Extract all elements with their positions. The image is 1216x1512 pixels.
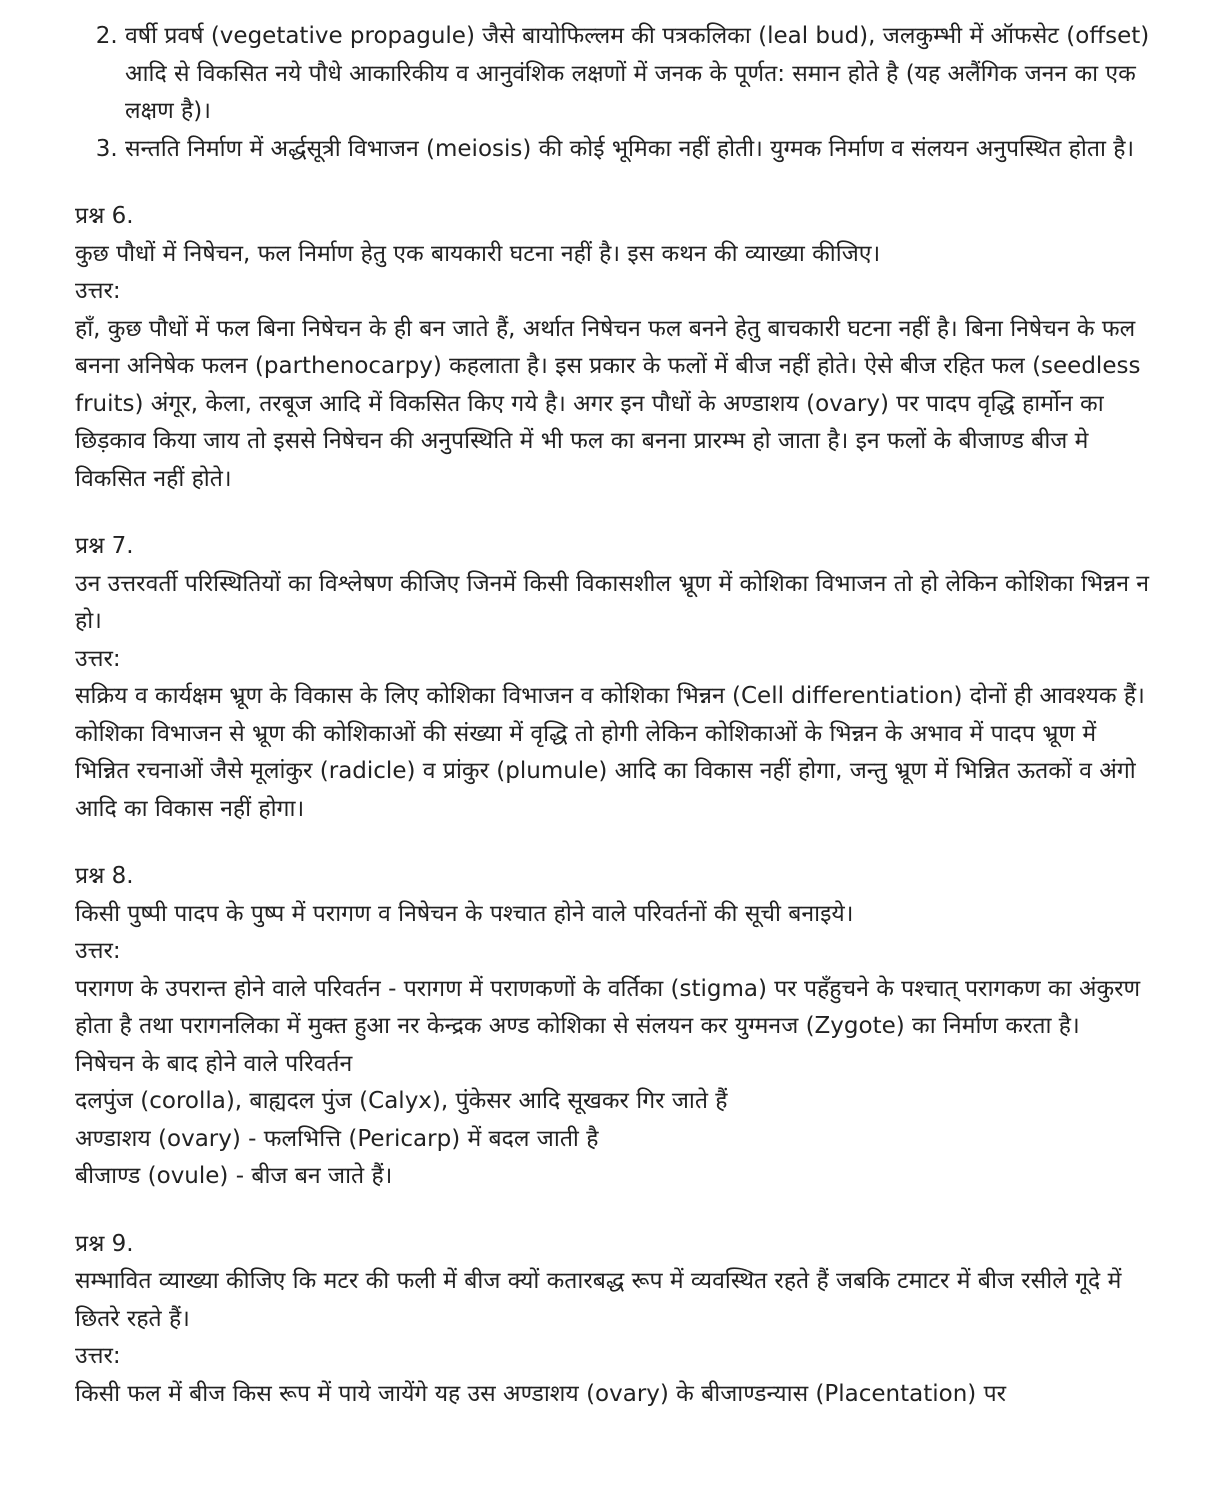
top-list bbox=[75, 18, 1156, 168]
question-7-text: उन उत्तरवर्ती परिस्थितियों का विश्लेषण कीजिए जिनमें किसी विकासशील भ्रूण में कोशिका विभाजन तो हो लेकिन कोशिका भिन्नन न हो। bbox=[75, 570, 1150, 634]
list-item-3: 3. सन्तति निर्माण में अर्द्धसूत्री विभाजन (meiosis) की कोई भूमिका नहीं होती। युग्मक निर्माण व संलयन अनुपस्थित होता है। bbox=[125, 131, 1156, 169]
question-9-answer: किसी फल में बीज किस रूप में पाये जायेंगे यह उस अण्डाशय (ovary) के बीजाण्डन्यास (Placentation) पर bbox=[75, 1380, 1007, 1407]
question-9-label: प्रश्न 9. bbox=[75, 1230, 134, 1257]
question-8-after-item: बीजाण्ड (ovule) - बीज बन जाते हैं। bbox=[75, 1163, 393, 1189]
question-6-answer-label: उत्तर: bbox=[75, 278, 121, 304]
question-6-text: कुछ पौधों में निषेचन, फल निर्माण हेतु एक बायकारी घटना नहीं है। इस कथन की व्याख्या कीजिए। bbox=[75, 240, 881, 267]
question-7-label: प्रश्न 7. bbox=[75, 533, 134, 559]
list-item-2: 2. वर्षी प्रवर्ष (vegetative propagule) जैसे बायोफिल्लम की पत्रकलिका (leal bud), जलकुम्भी में ऑफसेट (offset) आदि से विकसित नये पौधे आकारिकीय व आनुवंशिक लक्षणों में जनक के पूर्णत: समान होते है (यह अलैंगिक जनन का एक लक्षण है)। bbox=[125, 18, 1156, 131]
question-8-text: किसी पुष्पी पादप के पुष्प में परागण व निषेचन के पश्चात होने वाले परिवर्तनों की सूची बनाइये। bbox=[75, 900, 854, 927]
question-6-answer: हाँ, कुछ पौधों में फल बिना निषेचन के ही बन जाते हैं, अर्थात निषेचन फल बनने हेतु बाचकारी घटना नहीं है। बिना निषेचन के फल बनना अनिषेक फलन (parthenocarpy) कहलाता है। इस प्रकार के फलों में बीज नहीं होते। ऐसे बीज रहित फल (seedless fruits) अंगूर, केला, तरबूज आदि में विकसित किए गये है। अगर इन पौधों के अण्डाशय (ovary) पर पादप वृद्धि हार्मोन का छिड़काव किया जाय तो इससे निषेचन की अनुपस्थिति में भी फल का बनना प्रारम्भ हो जाता है। इन फलों के बीजाण्ड बीज मे विकसित नहीं होते। bbox=[75, 315, 1141, 492]
question-8-after-heading: निषेचन के बाद होने वाले परिवर्तन bbox=[75, 1050, 353, 1077]
question-8-after-item: दलपुंज (corolla), बाह्यदल पुंज (Calyx), पुंकेसर आदि सूखकर गिर जाते हैं bbox=[75, 1088, 728, 1114]
question-8 bbox=[75, 858, 1156, 1196]
question-9-answer-label: उत्तर: bbox=[75, 1343, 121, 1369]
question-8-answer: परागण के उपरान्त होने वाले परिवर्तन - परागण में पराणकणों के वर्तिका (stigma) पर पहँहुचने के पश्चात् परागकण का अंकुरण होता है तथा परागनलिका में मुक्त हुआ नर केन्द्रक अण्ड कोशिका से संलयन कर युग्मनज (Zygote) का निर्माण करता है। bbox=[75, 975, 1141, 1039]
question-9 bbox=[75, 1226, 1156, 1414]
question-8-label: प्रश्न 8. bbox=[75, 863, 134, 889]
question-8-after-item: अण्डाशय (ovary) - फलभित्ति (Pericarp) में बदल जाती है bbox=[75, 1125, 599, 1152]
question-8-answer-label: उत्तर: bbox=[75, 938, 121, 964]
question-7 bbox=[75, 528, 1156, 828]
question-6 bbox=[75, 198, 1156, 498]
question-7-answer-label: उत्तर: bbox=[75, 645, 121, 672]
question-6-label: प्रश्न 6. bbox=[75, 203, 134, 229]
question-7-answer: सक्रिय व कार्यक्षम भ्रूण के विकास के लिए कोशिका विभाजन व कोशिका भिन्नन (Cell differentiation) दोनों ही आवश्यक हैं। कोशिका विभाजन से भ्रूण की कोशिकाओं की संख्या में वृद्धि तो होगी लेकिन कोशिकाओं के भिन्नन के अभाव में पादप भ्रूण में भिन्नित रचनाओं जैसे मूलांकुर (radicle) व प्रांकुर (plumule) आदि का विकास नहीं होगा, जन्तु भ्रूण में भिन्नित ऊतकों व अंगो आदि का विकास नहीं होगा। bbox=[75, 683, 1145, 822]
question-9-text: सम्भावित व्याख्या कीजिए कि मटर की फली में बीज क्यों कतारबद्ध रूप में व्यवस्थित रहते हैं जबकि टमाटर में बीज रसीले गूदे में छितरे रहते हैं। bbox=[75, 1268, 1122, 1332]
